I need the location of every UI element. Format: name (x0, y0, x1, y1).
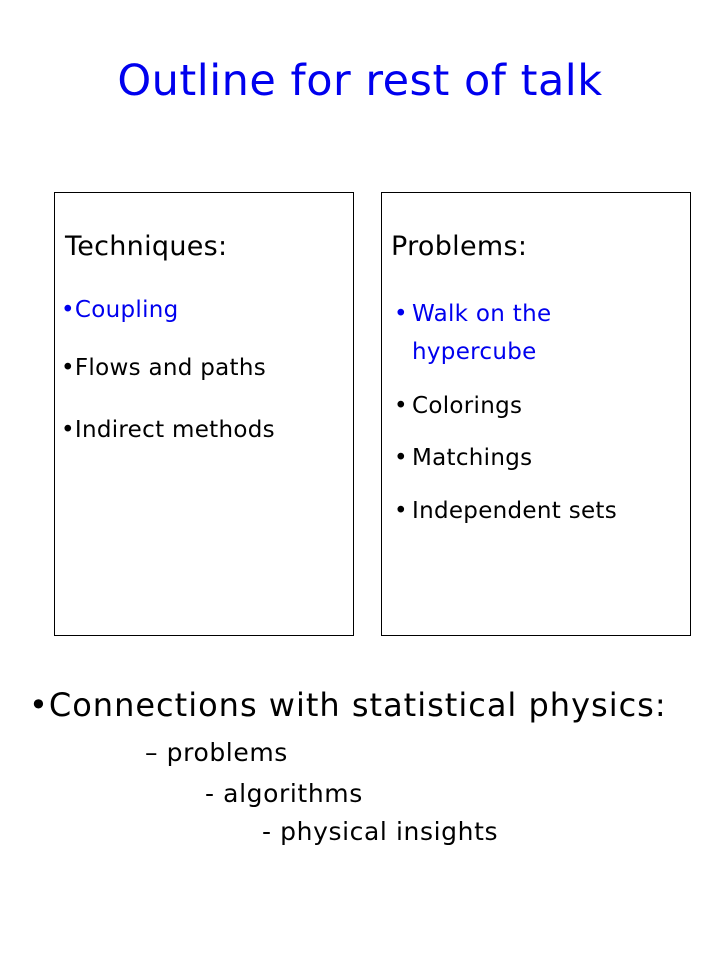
problem-label: Colorings (412, 393, 523, 419)
problem-item-colorings (394, 393, 522, 419)
problem-label: Walk on the (412, 301, 552, 327)
bullet-icon: • (61, 417, 75, 443)
problem-item-walk-continued: hypercube (412, 339, 537, 365)
technique-label: Coupling (74, 297, 179, 323)
problems-heading: Problems: (391, 231, 528, 262)
technique-item-indirect (61, 417, 275, 443)
problem-item-walk (394, 301, 551, 327)
technique-item-coupling (61, 297, 179, 323)
bullet-icon: • (61, 355, 75, 381)
technique-item-flows (61, 355, 266, 381)
problem-item-independent-sets (394, 498, 617, 524)
techniques-box (54, 192, 354, 636)
problem-label: Independent sets (412, 498, 618, 524)
technique-label: Indirect methods (74, 417, 275, 443)
bullet-icon: • (394, 301, 408, 327)
slide-title: Outline for rest of talk (117, 56, 603, 106)
bullet-icon: • (394, 393, 408, 419)
techniques-heading: Techniques: (65, 231, 228, 262)
connections-sub-problems: – problems (145, 738, 288, 767)
connections-sub-physical-insights: - physical insights (262, 817, 499, 846)
bullet-icon: • (394, 445, 408, 471)
bullet-icon: • (394, 498, 408, 524)
problem-item-matchings (394, 445, 532, 471)
connections-sub-algorithms: - algorithms (205, 779, 363, 808)
bullet-icon: • (61, 297, 75, 323)
problem-label: Matchings (412, 445, 533, 471)
problems-box (381, 192, 691, 636)
connections-heading: •Connections with statistical physics: (29, 686, 667, 724)
technique-label: Flows and paths (74, 355, 267, 381)
